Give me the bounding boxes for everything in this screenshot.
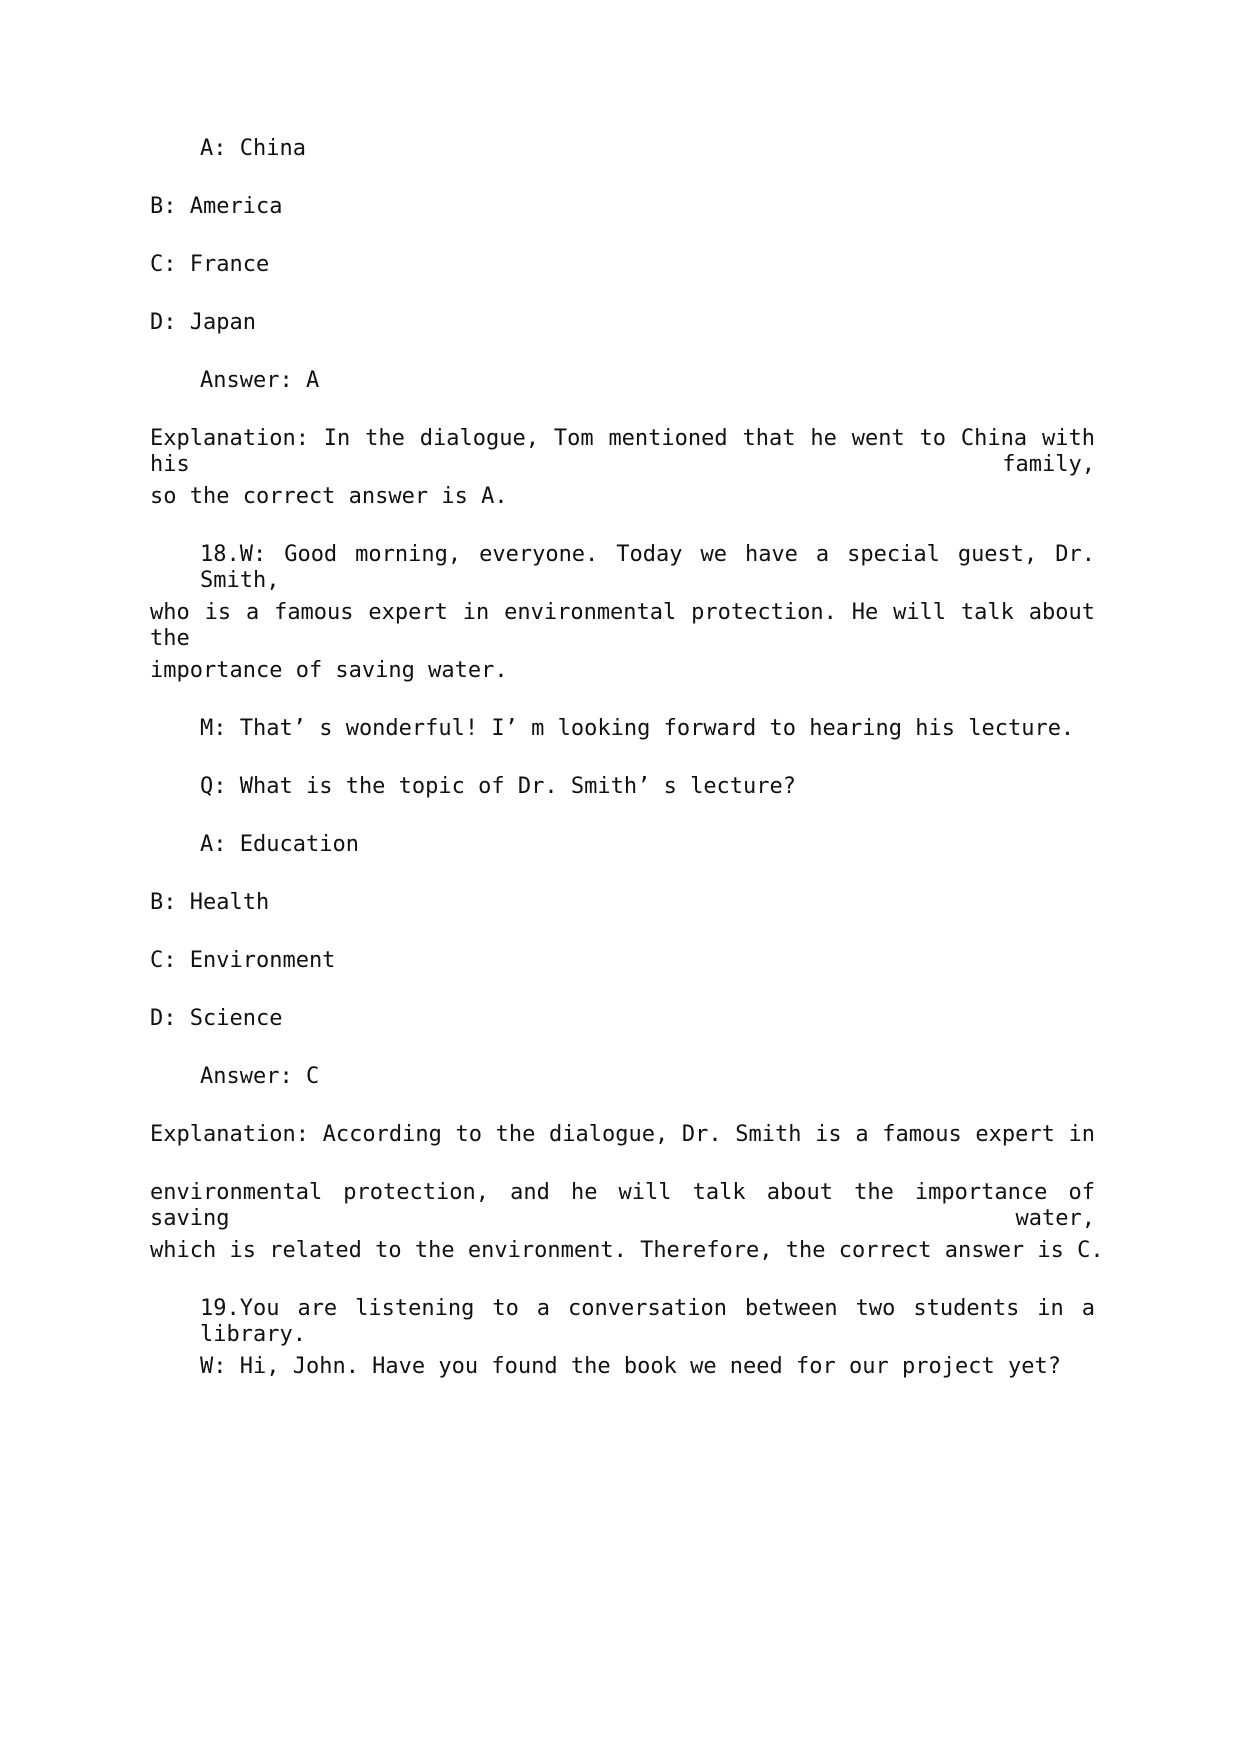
dialogue-line: M: That’ s wonderful! I’ m looking forward to hearing his lecture. bbox=[200, 716, 1075, 741]
explanation-line: environmental protection, and he will talk about the importance of saving water, bbox=[150, 1180, 1095, 1231]
option-d-line: D: Science bbox=[150, 1006, 283, 1031]
question-line: who is a famous expert in environmental protection. He will talk about the bbox=[150, 600, 1095, 651]
explanation-line: so the correct answer is A. bbox=[150, 484, 508, 509]
question-prompt-line: Q: What is the topic of Dr. Smith’ s lecture? bbox=[200, 774, 797, 799]
option-d-line: D: Japan bbox=[150, 310, 256, 335]
option-b-line: B: America bbox=[150, 194, 283, 219]
option-a-line: A: China bbox=[200, 136, 306, 161]
question-line: 18.W: Good morning, everyone. Today we have a special guest, Dr. Smith, bbox=[200, 542, 1095, 593]
dialogue-line: W: Hi, John. Have you found the book we need for our project yet? bbox=[200, 1354, 1061, 1379]
option-a-line: A: Education bbox=[200, 832, 359, 857]
option-c-line: C: France bbox=[150, 252, 270, 277]
option-b-line: B: Health bbox=[150, 890, 270, 915]
answer-line: Answer: C bbox=[200, 1064, 320, 1089]
explanation-line: which is related to the environment. Therefore, the correct answer is C. bbox=[150, 1238, 1104, 1263]
question-line: 19.You are listening to a conversation between two students in a library. bbox=[200, 1296, 1095, 1347]
option-c-line: C: Environment bbox=[150, 948, 336, 973]
question-line: importance of saving water. bbox=[150, 658, 508, 683]
answer-line: Answer: A bbox=[200, 368, 320, 393]
explanation-line: Explanation: According to the dialogue, Dr. Smith is a famous expert in bbox=[150, 1122, 1095, 1147]
explanation-line: Explanation: In the dialogue, Tom mentioned that he went to China with his family, bbox=[150, 426, 1095, 477]
